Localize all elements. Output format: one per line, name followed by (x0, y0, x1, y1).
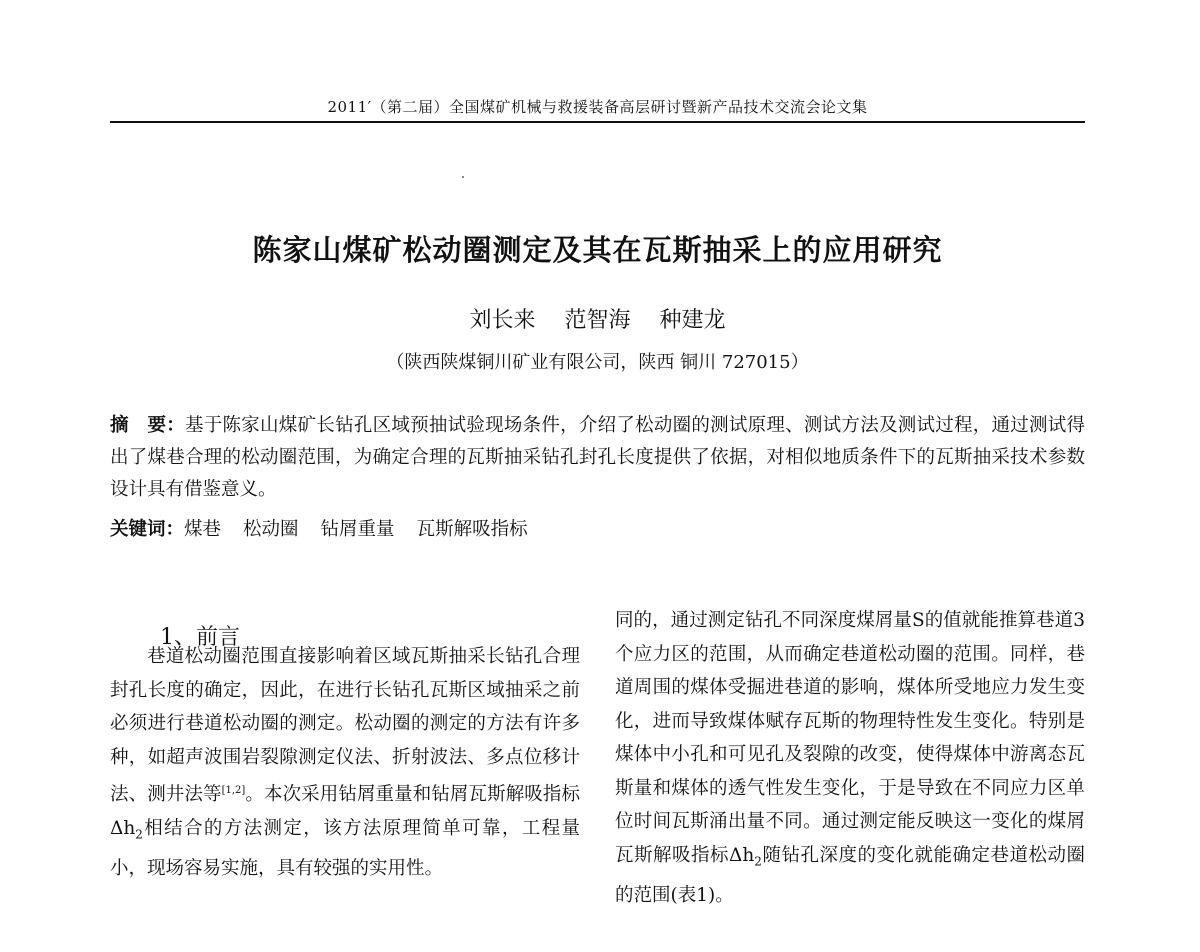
author-name: 种建龙 (659, 308, 726, 333)
body-text: 同的，通过测定钻孔不同深度煤屑量S的值就能推算巷道3个应力区的范围，从而确定巷道松动圈的范围。同样，巷道周围的煤体受掘进巷道的影响，煤体所受地应力发生变化，进而导致煤体赋存瓦斯的物理特性发生变化。特别是煤体中小孔和可见孔及裂隙的改变，使得煤体中游离态瓦斯量和煤体的透气性发生变化，于是导致在不同应力区单位时间瓦斯涌出量不同。通过测定能反映这一变化的煤屑瓦斯解吸指标Δh (615, 610, 1085, 866)
scan-speck (462, 176, 464, 178)
paper-title: 陈家山煤矿松动圈测定及其在瓦斯抽采上的应用研究 (252, 233, 943, 267)
keyword: 煤巷 (184, 519, 222, 540)
keywords-label: 关键词： (110, 519, 185, 540)
body-paragraph (615, 604, 1085, 912)
body-column-right (615, 604, 1085, 912)
citation: [1,2] (221, 785, 246, 796)
keywords (110, 514, 1085, 546)
body-column-left (110, 640, 580, 885)
running-header: 2011′（第二届）全国煤矿机械与救援装备高层研讨暨新产品技术交流会论文集 (327, 98, 868, 116)
header-rule (110, 121, 1085, 123)
keyword: 钻屑重量 (320, 519, 395, 540)
body-text: 巷道松动圈范围直接影响着区域瓦斯抽采长钻孔合理封孔长度的确定，因此，在进行长钻孔瓦斯区域抽采之前必须进行巷道松动圈的测定。松动圈的测定的方法有许多种，如超声波围岩裂隙测定仪法、折射波法、多点位移计法、测井法等 (110, 646, 580, 806)
body-text: 相结合的方法测定，该方法原理简单可靠，工程量小，现场容易实施，具有较强的实用性。 (110, 817, 580, 879)
author-list (110, 303, 1085, 334)
body-text: 。本次采用钻屑重量和钻屑瓦斯解吸指标Δh (110, 784, 580, 839)
body-paragraph (110, 640, 580, 885)
body-text: 随钻孔深度的变化就能确定巷道松动圈的范围(表1)。 (615, 844, 1085, 906)
subscript: 2 (135, 827, 143, 842)
subscript: 2 (754, 854, 762, 869)
abstract-label: 摘 要： (110, 415, 186, 436)
abstract-text: 基于陈家山煤矿长钻孔区域预抽试验现场条件，介绍了松动圈的测试原理、测试方法及测试过程，通过测试得出了煤巷合理的松动圈范围，为确定合理的瓦斯抽采钻孔封孔长度提供了依据，对相似地质条件下的瓦斯抽采技术参数设计具有借鉴意义。 (110, 415, 1085, 500)
author-name: 刘长来 (469, 308, 536, 333)
keyword: 瓦斯解吸指标 (416, 519, 528, 540)
abstract (110, 410, 1085, 506)
section-heading: 1、前言 (160, 625, 240, 650)
author-name: 范智海 (564, 308, 631, 333)
keyword: 松动圈 (243, 519, 299, 540)
affiliation: （陕西陕煤铜川矿业有限公司，陕西 铜川 727015） (386, 352, 809, 373)
